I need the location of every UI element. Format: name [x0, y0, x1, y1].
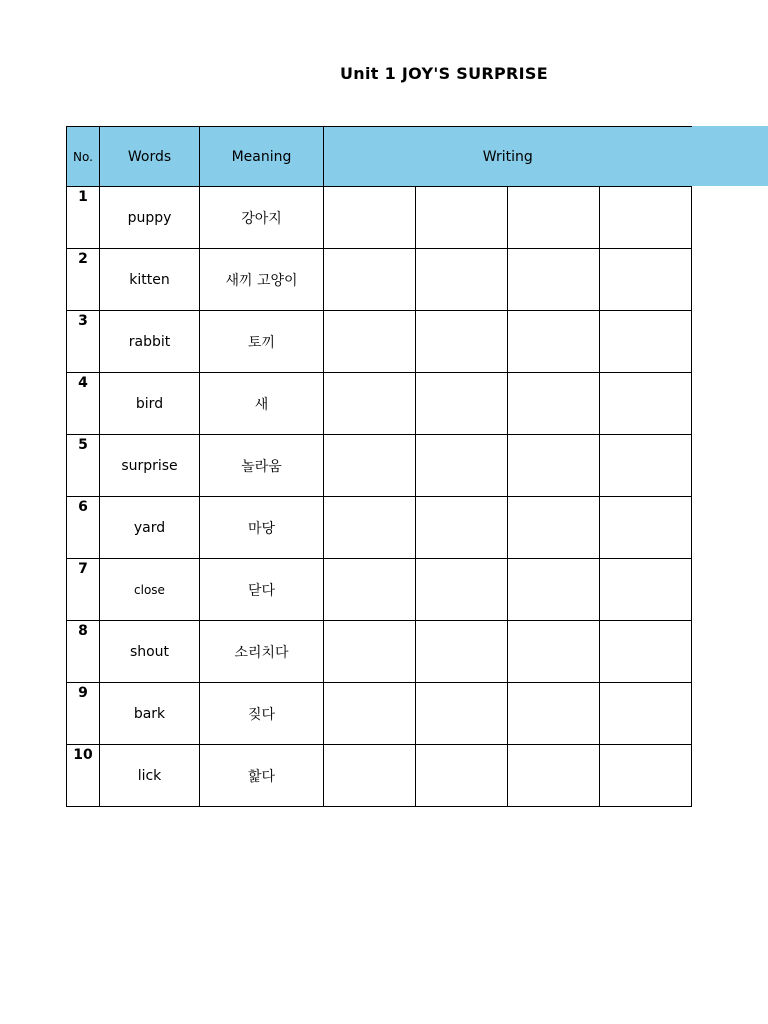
writing-cell — [508, 311, 600, 373]
table-row — [67, 559, 692, 621]
writing-cell — [508, 435, 600, 497]
writing-cell — [324, 311, 416, 373]
writing-cell — [600, 559, 692, 621]
writing-cell — [508, 621, 600, 683]
meaning-cell: 놀라움 — [200, 435, 324, 497]
meaning-cell: 닫다 — [200, 559, 324, 621]
meaning-cell: 강아지 — [200, 187, 324, 249]
header-words: Words — [100, 127, 200, 187]
writing-cell — [508, 249, 600, 311]
writing-cell — [508, 187, 600, 249]
header-row — [67, 127, 692, 187]
writing-cell — [324, 435, 416, 497]
writing-cell — [508, 497, 600, 559]
table-row — [67, 497, 692, 559]
writing-cell — [416, 373, 508, 435]
writing-cell — [508, 559, 600, 621]
row-number: 6 — [67, 497, 100, 559]
writing-cell — [600, 497, 692, 559]
writing-cell — [324, 187, 416, 249]
writing-cell — [508, 745, 600, 807]
writing-cell — [416, 249, 508, 311]
row-number: 8 — [67, 621, 100, 683]
writing-cell — [600, 187, 692, 249]
row-number: 4 — [67, 373, 100, 435]
writing-cell — [600, 745, 692, 807]
row-number: 2 — [67, 249, 100, 311]
word-cell: close — [100, 559, 200, 621]
writing-cell — [324, 683, 416, 745]
writing-cell — [600, 249, 692, 311]
word-cell: rabbit — [100, 311, 200, 373]
writing-cell — [508, 683, 600, 745]
table-row — [67, 435, 692, 497]
meaning-cell: 새끼 고양이 — [200, 249, 324, 311]
writing-cell — [600, 621, 692, 683]
word-cell: bark — [100, 683, 200, 745]
table-row — [67, 683, 692, 745]
header-no: No. — [67, 127, 100, 187]
writing-cell — [416, 745, 508, 807]
writing-cell — [416, 311, 508, 373]
writing-cell — [416, 187, 508, 249]
word-cell: bird — [100, 373, 200, 435]
header-meaning: Meaning — [200, 127, 324, 187]
meaning-cell: 핥다 — [200, 745, 324, 807]
row-number: 7 — [67, 559, 100, 621]
header-writing: Writing — [324, 127, 692, 187]
writing-cell — [600, 683, 692, 745]
writing-cell — [324, 373, 416, 435]
row-number: 5 — [67, 435, 100, 497]
word-cell: puppy — [100, 187, 200, 249]
meaning-cell: 소리치다 — [200, 621, 324, 683]
writing-cell — [416, 559, 508, 621]
vocabulary-table — [66, 126, 692, 807]
writing-cell — [324, 249, 416, 311]
meaning-cell: 새 — [200, 373, 324, 435]
writing-cell — [600, 435, 692, 497]
writing-cell — [324, 745, 416, 807]
row-number: 3 — [67, 311, 100, 373]
writing-cell — [600, 373, 692, 435]
table-row — [67, 249, 692, 311]
writing-cell — [324, 497, 416, 559]
meaning-cell: 마당 — [200, 497, 324, 559]
word-cell: yard — [100, 497, 200, 559]
table-row — [67, 187, 692, 249]
word-cell: shout — [100, 621, 200, 683]
writing-cell — [416, 497, 508, 559]
table-row — [67, 745, 692, 807]
word-cell: lick — [100, 745, 200, 807]
worksheet-title: Unit 1 JOY'S SURPRISE — [340, 64, 548, 83]
row-number: 9 — [67, 683, 100, 745]
word-cell: surprise — [100, 435, 200, 497]
writing-cell — [600, 311, 692, 373]
writing-cell — [416, 435, 508, 497]
writing-cell — [508, 373, 600, 435]
writing-cell — [416, 683, 508, 745]
word-cell: kitten — [100, 249, 200, 311]
meaning-cell: 토끼 — [200, 311, 324, 373]
table-row — [67, 373, 692, 435]
row-number: 10 — [67, 745, 100, 807]
table-row — [67, 311, 692, 373]
meaning-cell: 짖다 — [200, 683, 324, 745]
writing-cell — [324, 559, 416, 621]
writing-cell — [416, 621, 508, 683]
row-number: 1 — [67, 187, 100, 249]
table-row — [67, 621, 692, 683]
writing-cell — [324, 621, 416, 683]
